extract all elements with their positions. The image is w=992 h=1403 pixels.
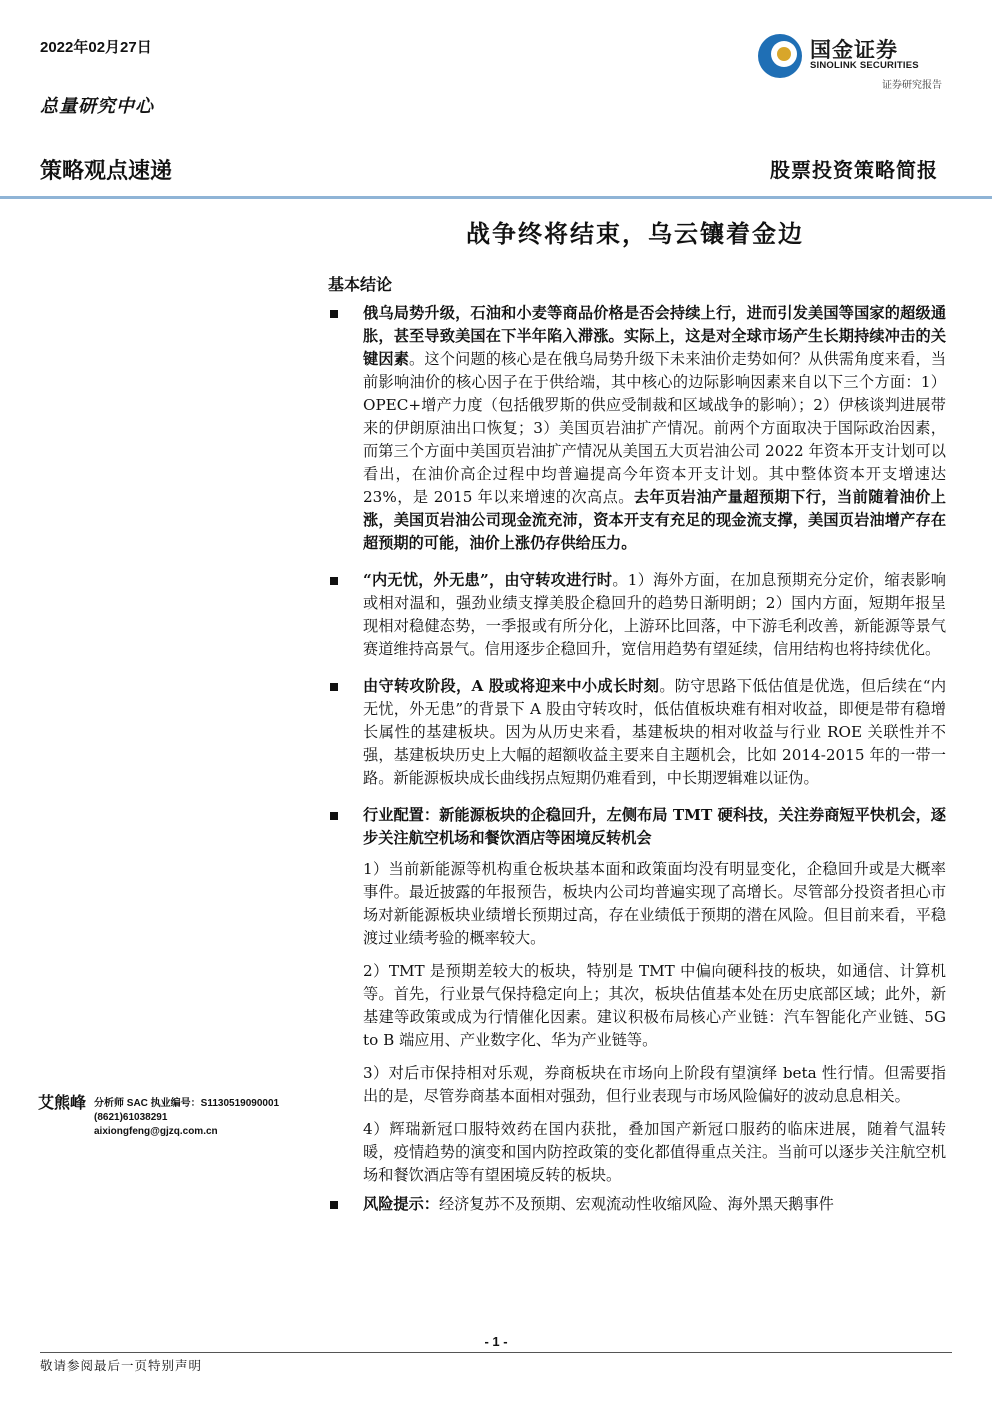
square-bullet-icon bbox=[330, 1201, 338, 1209]
bullet-bold-text: 由守转攻阶段，A 股或将迎来中小成长时刻 bbox=[363, 677, 660, 695]
analyst-sac-id: 分析师 SAC 执业编号：S1130519090001 bbox=[94, 1098, 280, 1109]
bullet-text: 。这个问题的核心是在俄乌局势升级下未来油价走势如何？从供需角度来看，当前影响油价的核心因子在于供给端，其中核心的边际影响因素来自以下三个方面：1）OPEC+增产力度（包括俄罗斯的供应受制裁和区域战争的影响）；2）伊核谈判进展带来的伊朗原油出口恢复；3）美国页岩油扩产情况。前两个方面取决于国际政治因素，而第三个方面中美国页岩油扩产情况从美国五大页岩油公司 2022 年资本开支计划可以看出，在油价高企过程中均普遍提高今年资本开支计划。其中整体资本开支增速达 23%，是 2015 年以来增速的次高点。 bbox=[363, 350, 947, 506]
square-bullet-icon bbox=[330, 577, 338, 585]
risk-item bbox=[328, 1193, 946, 1216]
bullet-bold-text: “内无忧，外无患”，由守转攻进行时 bbox=[363, 571, 613, 589]
bullet-item bbox=[328, 569, 946, 661]
analyst-email[interactable]: aixiongfeng@gjzq.com.cn bbox=[94, 1126, 218, 1137]
footer-divider bbox=[40, 1352, 952, 1353]
document-type: 策略观点速递 bbox=[40, 159, 173, 184]
report-title: 战争终将结束，乌云镶着金边 bbox=[466, 219, 804, 248]
bullet-bold-text: 行业配置：新能源板块的企稳回升，左侧布局 TMT 硬科技，关注券商短平快机会，逐步关注航空机场和餐饮酒店等困境反转机会 bbox=[363, 806, 946, 847]
square-bullet-icon bbox=[330, 683, 338, 691]
analyst-phone: (8621)61038291 bbox=[94, 1112, 168, 1123]
bullet-bold-text: 俄乌局势升级，石油和小麦等商品价格是否会持续上行，进而引发美国等国家的超级通胀，甚至导致美国在下半年陷入滞涨。实际上，这是对全球市场产生长期持续冲击的关键因素 bbox=[363, 304, 946, 368]
section-heading: 基本结论 bbox=[328, 275, 393, 294]
risk-text: 经济复苏不及预期、宏观流动性收缩风险、海外黑天鹅事件 bbox=[438, 1195, 834, 1213]
logo-mark-icon bbox=[754, 30, 806, 82]
disclaimer-note: 敬请参阅最后一页特别声明 bbox=[40, 1358, 203, 1373]
square-bullet-icon bbox=[330, 310, 338, 318]
report-date: 2022年02月27日 bbox=[40, 39, 152, 56]
bullet-bold-tail: 去年页岩油产量超预期下行，当前随着油价上涨，美国页岩油公司现金流充沛，资本开支有充足的现金流支撑，美国页岩油增产存在超预期的可能，油价上涨仍存供给压力。 bbox=[363, 488, 946, 552]
bullet-item bbox=[328, 302, 946, 555]
logo-en-text: SINOLINK SECURITIES bbox=[810, 60, 919, 71]
bullet-item bbox=[328, 804, 946, 850]
sub-paragraph: 2）TMT 是预期差较大的板块，特别是 TMT 中偏向硬科技的板块，如通信、计算机等。首先，行业景气保持稳定向上；其次，板块估值基本处在历史底部区域；此外，新基建等政策或成为行情催化因素。建议积极布局核心产业链：汽车智能化产业链、5G to B 端应用、产业数字化、华为产业链等。 bbox=[363, 962, 946, 1049]
header-divider bbox=[0, 196, 992, 199]
page-number: - 1 - bbox=[484, 1334, 508, 1349]
bullet-text: 。1）海外方面，在加息预期充分定价，缩表影响或相对温和，强劲业绩支撑美股企稳回升的趋势日渐明朗；2）国内方面，短期年报呈现相对稳健态势，一季报或有所分化，上游环比回落，中下游毛利改善，新能源等景气赛道维持高景气。信用逐步企稳回升，宽信用趋势有望延续，信用结构也将持续优化。 bbox=[363, 571, 946, 658]
bullet-item bbox=[328, 675, 946, 790]
main-content bbox=[328, 302, 946, 1230]
document-category: 股票投资策略简报 bbox=[770, 158, 938, 182]
report-label: 证券研究报告 bbox=[882, 80, 942, 91]
analyst-name: 艾熊峰 bbox=[38, 1093, 87, 1112]
logo-cn-text: 国金证券 bbox=[810, 38, 898, 62]
risk-label: 风险提示： bbox=[363, 1195, 439, 1213]
bullet-text: 。防守思路下低估值是优选，但后续在“内无忧，外无患”的背景下 A 股由守转攻时，低估值板块难有相对收益，即便是带有稳增长属性的基建板块。因为从历史来看，基建板块的相对收益与行业 ROE 关联性并不强，基建板块历史上大幅的超额收益主要来自主题机会，比如 2014-2015 年的一带一路。新能源板块成长曲线拐点短期仍难看到，中长期逻辑难以证伪。 bbox=[363, 677, 947, 787]
sub-paragraph: 4）辉瑞新冠口服特效药在国内获批，叠加国产新冠口服药的临床进展，随着气温转暖，疫情趋势的演变和国内防控政策的变化都值得重点关注。当前可以逐步关注航空机场和餐饮酒店等有望困境反转的板块。 bbox=[363, 1120, 946, 1184]
sub-paragraph: 1）当前新能源等机构重仓板块基本面和政策面均没有明显变化，企稳回升或是大概率事件。最近披露的年报预告，板块内公司均普遍实现了高增长。尽管部分投资者担心市场对新能源板块业绩增长预期过高，存在业绩低于预期的潜在风险。但目前来看，平稳渡过业绩考验的概率较大。 bbox=[363, 860, 946, 947]
research-center: 总量研究中心 bbox=[40, 96, 154, 117]
sub-paragraph: 3）对后市保持相对乐观，券商板块在市场向上阶段有望演绎 beta 性行情。但需要指出的是，尽管券商基本面相对强劲，但行业表现与市场风险偏好的波动息息相关。 bbox=[363, 1064, 946, 1105]
square-bullet-icon bbox=[330, 812, 338, 820]
